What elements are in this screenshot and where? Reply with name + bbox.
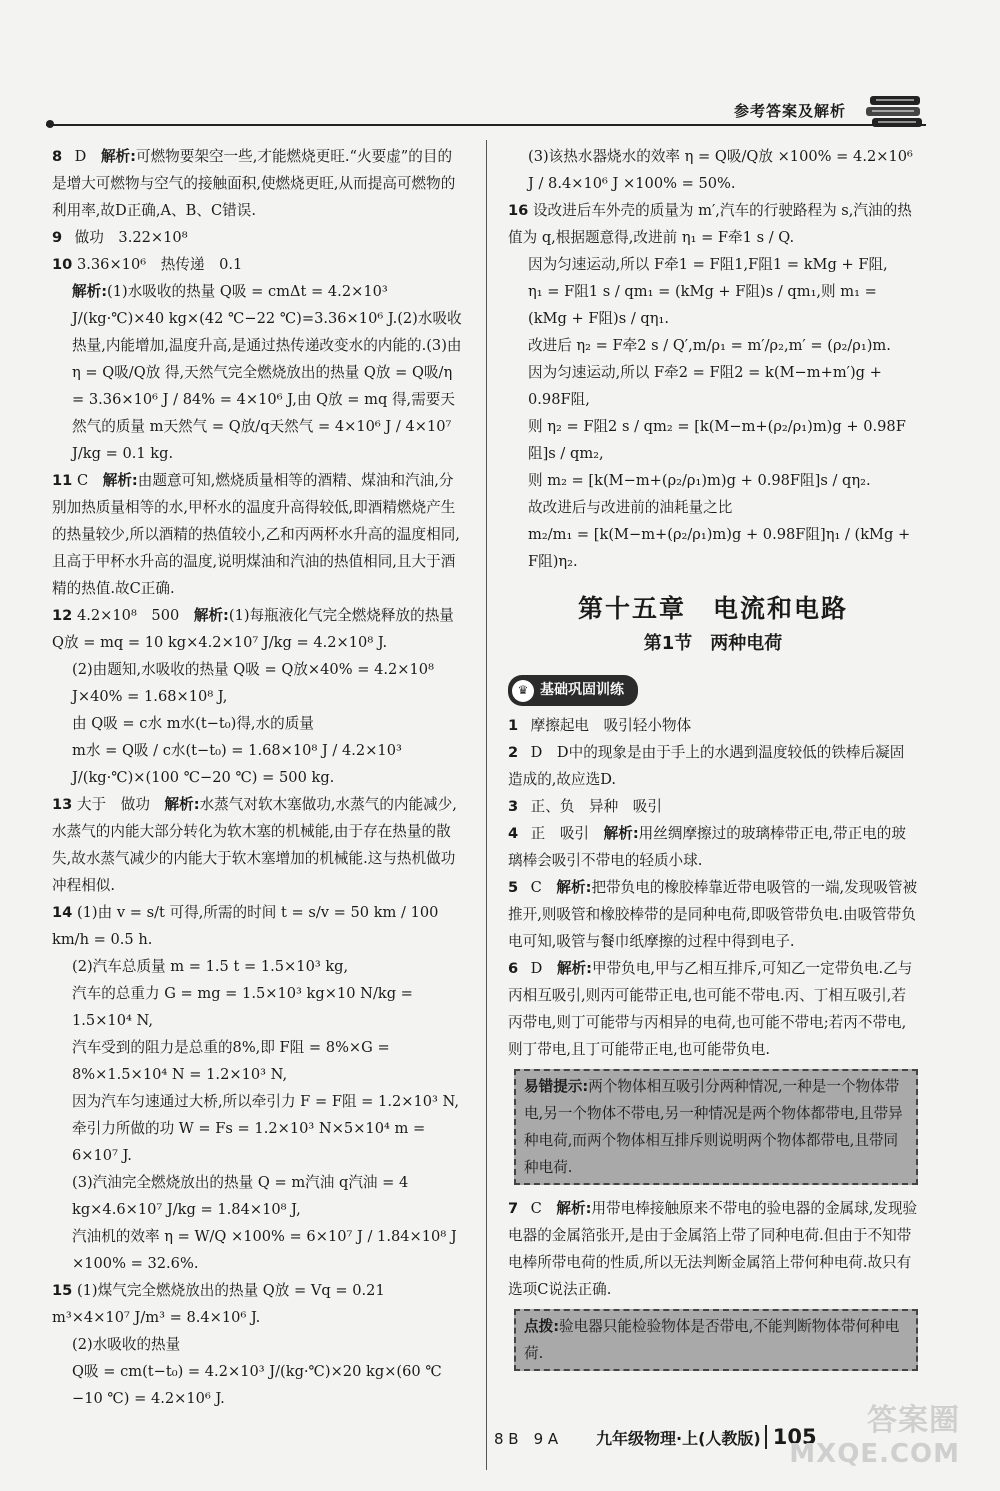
- answer-text: 正 吸引: [530, 825, 604, 842]
- answer-number: 6: [508, 960, 519, 977]
- answer-text: 3.36×10⁶ 热传递 0.1: [76, 256, 243, 273]
- books-icon: [866, 92, 926, 130]
- answer-item: [52, 899, 466, 953]
- analysis-text: 汽车受到的阻力是总重的8%,即 F阻 = 8%×G = 8%×1.5×10⁴ N = 1.2×10³ N,: [72, 1039, 390, 1083]
- training-tag-label: 基础巩固训练: [540, 682, 624, 698]
- answer-number: 4: [508, 825, 519, 842]
- analysis-text: (1)水吸收的热量 Q吸 = cmΔt = 4.2×10³ J/(kg·℃)×40 kg×(42 ℃−22 ℃)=3.36×10⁶ J.(2)水吸收热量,内能增加,温度升高,是通过热传递改变水的内能的.(3)由 η = Q吸/Q放 得,天然气完全燃烧放出的热量 Q放 = Q吸/η = 3.36×10⁶ J / 84% = 4×10⁶ J,由 Q放 = mq 得,需要天然气的质量 m天然气 = Q放/q天然气 = 4×10⁶ J / 4×10⁷ J/kg = 0.1 kg.: [72, 283, 462, 462]
- analysis-text: 甲带负电,甲与乙相互排斥,可知乙一定带负电.乙与丙相互吸引,则丙可能带正电,也可能不带电.丙、丁相互吸引,若丙带电,则丁可能带与丙相异的电荷,也可能不带电;若丙不带电,则丁带电,且丁可能带正电,也可能带负电.: [508, 960, 913, 1058]
- analysis-label: 点拨:: [524, 1318, 560, 1335]
- analysis-text: 可燃物要架空一些,才能燃烧更旺.“火要虚”的目的是增大可燃物与空气的接触面积,使燃烧更旺,从而提高可燃物的利用率,故D正确,A、B、C错误.: [52, 148, 456, 219]
- answer-paragraph: [508, 278, 918, 332]
- right-column: [508, 143, 918, 1381]
- header-rule: [46, 124, 926, 126]
- analysis-text: 汽车的总重力 G = mg = 1.5×10³ kg×10 N/kg = 1.5×10⁴ N,: [72, 985, 413, 1029]
- analysis-text: 水蒸气对软木塞做功,水蒸气的内能减少,水蒸气的内能大部分转化为软木塞的机械能,由于存在热量的散失,故水蒸气减少的内能大于软木塞增加的机械能.这与热机做功冲程相似.: [52, 796, 457, 894]
- analysis-text: 改进后 η₂ = F牵2 s / Q′,m/ρ₁ = m′/ρ₂,m′ = (ρ₂/ρ₁)m.: [528, 337, 891, 354]
- analysis-text: 用带电棒接触原来不带电的验电器的金属球,发现验电器的金属箔张开,是由于金属箔上带了同种电荷.但由于不知带电棒所带电荷的性质,所以无法判断金属箔上带何种电荷.故只有选项C说法正确.: [508, 1200, 918, 1298]
- answer-paragraph: [52, 737, 466, 791]
- answer-item: [508, 820, 918, 874]
- analysis-text: (2)汽车总质量 m = 1.5 t = 1.5×10³ kg,: [72, 958, 349, 975]
- answer-item: [52, 1277, 466, 1331]
- answer-number: 2: [508, 744, 519, 761]
- analysis-text: 因为匀速运动,所以 F牵1 = F阻1,F阻1 = kMg + F阻,: [528, 256, 888, 273]
- analysis-text: (3)该热水器烧水的效率 η = Q吸/Q放 ×100% = 4.2×10⁶ J / 8.4×10⁶ J ×100% = 50%.: [528, 148, 913, 192]
- answer-item: [52, 224, 466, 251]
- answer-paragraph: [508, 467, 918, 494]
- analysis-text: 汽油机的效率 η = W/Q ×100% = 6×10⁷ J / 1.84×10⁸ J ×100% = 32.6%.: [72, 1228, 457, 1272]
- answer-item: [52, 602, 466, 656]
- answer-item: [508, 793, 918, 820]
- answer-paragraph: [52, 1034, 466, 1088]
- analysis-text: (2)由题知,水吸收的热量 Q吸 = Q放×40% = 4.2×10⁸ J×40% = 1.68×10⁸ J,: [72, 661, 434, 705]
- analysis-label: 解析:: [603, 825, 639, 842]
- answer-number: 15: [52, 1282, 73, 1299]
- answer-text: 大于 做功: [76, 796, 165, 813]
- crown-icon: ♛: [512, 680, 534, 702]
- answer-paragraph: [508, 332, 918, 359]
- answer-text: 4.2×10⁸ 500: [76, 607, 194, 624]
- column-divider: [486, 140, 487, 1470]
- answer-item: [52, 143, 466, 224]
- answer-text: (1)由 v = s/t 可得,所需的时间 t = s/v = 50 km / 100 km/h = 0.5 h.: [52, 904, 439, 948]
- analysis-label: 解析:: [556, 1200, 592, 1217]
- page-header: [46, 98, 926, 132]
- answer-paragraph: [52, 1223, 466, 1277]
- answer-text: D: [74, 148, 101, 165]
- analysis-text: Q吸 = cm(t−t₀) = 4.2×10³ J/(kg·℃)×20 kg×(60 ℃−10 ℃) = 4.2×10⁶ J.: [72, 1363, 442, 1407]
- answer-text: 摩擦起电 吸引轻小物体: [530, 717, 692, 734]
- analysis-text: η₁ = F阻1 s / qm₁ = (kMg + F阻)s / qm₁,则 m₁ = (kMg + F阻)s / qη₁.: [528, 283, 877, 327]
- answer-number: 7: [508, 1200, 519, 1217]
- answer-item: [52, 251, 466, 278]
- analysis-text: 把带负电的橡胶棒靠近带电吸管的一端,发现吸管被推开,则吸管和橡胶棒带的是同种电荷,即吸管带负电.由吸管带负电可知,吸管与餐巾纸摩擦的过程中得到电子.: [508, 879, 918, 950]
- analysis-text: 由题意可知,燃烧质量相等的酒精、煤油和汽油,分别加热质量相等的水,甲杯水的温度升高得较低,即酒精燃烧产生的热量较少,所以酒精的热值较小,乙和丙两杯水升高的温度相同,且高于甲杯水升高的温度,说明煤油和汽油的热值相同,且大于酒精的热值.故C正确.: [52, 472, 460, 597]
- right-bottom-answers: [508, 712, 918, 1371]
- analysis-text: 故改进后与改进前的油耗量之比: [528, 499, 733, 516]
- answer-item: [52, 791, 466, 899]
- answer-paragraph: [52, 1088, 466, 1115]
- answer-number: 11: [52, 472, 73, 489]
- answer-number: 10: [52, 256, 73, 273]
- analysis-label: 解析:: [102, 472, 138, 489]
- answer-paragraph: [52, 1358, 466, 1412]
- analysis-label: 解析:: [556, 960, 592, 977]
- analysis-text: 因为汽车匀速通过大桥,所以牵引力 F = F阻 = 1.2×10³ N,: [72, 1093, 460, 1110]
- answer-text: (1)煤气完全燃烧放出的热量 Q放 = Vq = 0.21 m³×4×10⁷ J/m³ = 8.4×10⁶ J.: [52, 1282, 385, 1326]
- answer-text: C: [530, 1200, 557, 1217]
- answer-text: 正、负 异种 吸引: [530, 798, 662, 815]
- answer-number: 12: [52, 607, 73, 624]
- answer-number: 16: [508, 202, 529, 219]
- analysis-text: 因为匀速运动,所以 F牵2 = F阻2 = k(M−m+m′)g + 0.98F阻,: [528, 364, 882, 408]
- section-title: 第1节 两种电荷: [643, 633, 783, 654]
- answer-paragraph: [508, 521, 918, 575]
- answer-text: 设改进后车外壳的质量为 m′,汽车的行驶路程为 s,汽油的热值为 q,根据题意得,改进前 η₁ = F牵1 s / Q.: [508, 202, 912, 246]
- footer-book-title: 九年级物理·上(人教版): [596, 1429, 761, 1448]
- answer-number: 9: [52, 229, 63, 246]
- analysis-label: 解析:: [72, 283, 108, 300]
- training-tag: [508, 675, 638, 706]
- answer-paragraph: [508, 251, 918, 278]
- answer-paragraph: [508, 359, 918, 413]
- answer-item: [508, 739, 918, 793]
- answer-paragraph: [52, 1115, 466, 1169]
- answer-paragraph: [508, 143, 918, 197]
- answer-paragraph: [508, 494, 918, 521]
- answer-item: [508, 197, 918, 251]
- left-column: [52, 143, 466, 1412]
- answer-text: C: [530, 879, 557, 896]
- watermark-url: MXQE.COM: [789, 1439, 960, 1469]
- chapter-title: 第十五章 电流和电路: [577, 594, 848, 623]
- analysis-label: 解析:: [193, 607, 229, 624]
- analysis-label: 易错提示:: [524, 1078, 589, 1095]
- right-top-answers: [508, 143, 918, 575]
- analysis-label: 解析:: [164, 796, 200, 813]
- answer-paragraph: [508, 413, 918, 467]
- bottom-answers: 8 B 9 A: [494, 1430, 559, 1448]
- page-number: 105: [765, 1425, 817, 1449]
- answer-number: 14: [52, 904, 73, 921]
- header-title: 参考答案及解析: [728, 100, 852, 121]
- answer-item: [508, 874, 918, 955]
- watermark: [789, 1395, 960, 1469]
- page-footer: [596, 1425, 817, 1449]
- answer-text: D D中的现象是由于手上的水遇到温度较低的铁棒后凝固造成的,故应选D.: [508, 744, 905, 788]
- answer-number: 3: [508, 798, 519, 815]
- answer-paragraph: [52, 980, 466, 1034]
- answer-paragraph: [52, 278, 466, 467]
- analysis-label: 解析:: [100, 148, 136, 165]
- answer-paragraph: [52, 710, 466, 737]
- answer-number: 13: [52, 796, 73, 813]
- analysis-text: (3)汽油完全燃烧放出的热量 Q = m汽油 q汽油 = 4 kg×4.6×10⁷ J/kg = 1.84×10⁸ J,: [72, 1174, 409, 1218]
- analysis-text: 则 m₂ = [k(M−m+(ρ₂/ρ₁)m)g + 0.98F阻]s / qη₂.: [528, 472, 871, 489]
- answer-number: 1: [508, 717, 519, 734]
- tip-box: [514, 1069, 918, 1185]
- analysis-text: m₂/m₁ = [k(M−m+(ρ₂/ρ₁)m)g + 0.98F阻]η₁ / (kMg + F阻)η₂.: [528, 526, 911, 570]
- answer-item: [508, 1195, 918, 1303]
- analysis-text: (2)水吸收的热量: [72, 1336, 181, 1353]
- watermark-logo: 答案圈: [867, 1403, 960, 1438]
- answer-item: [52, 467, 466, 602]
- analysis-text: 则 η₂ = F阻2 s / qm₂ = [k(M−m+(ρ₂/ρ₁)m)g + 0.98F阻]s / qm₂,: [528, 418, 906, 462]
- answer-item: [508, 955, 918, 1063]
- answer-text: 做功 3.22×10⁸: [74, 229, 188, 246]
- answer-text: C: [76, 472, 103, 489]
- analysis-label: 解析:: [556, 879, 592, 896]
- analysis-text: (1)每瓶液化气完全燃烧释放的热量 Q放 = mq = 10 kg×4.2×10⁷ J/kg = 4.2×10⁸ J.: [52, 607, 454, 651]
- analysis-text: 两个物体相互吸引分两种情况,一种是一个物体带电,另一个物体不带电,另一种情况是两个物体都带电,且带异种电荷,而两个物体相互排斥则说明两个物体都带电,且带同种电荷.: [524, 1078, 903, 1176]
- analysis-text: 牵引力所做的功 W = Fs = 1.2×10³ N×5×10⁴ m = 6×10⁷ J.: [72, 1120, 426, 1164]
- analysis-text: 用丝绸摩擦过的玻璃棒带正电,带正电的玻璃棒会吸引不带电的轻质小球.: [508, 825, 906, 869]
- answer-item: [508, 712, 918, 739]
- answer-text: D: [530, 960, 557, 977]
- tip-box: [514, 1309, 918, 1371]
- answer-paragraph: [52, 1169, 466, 1223]
- answer-paragraph: [52, 656, 466, 710]
- answer-number: 5: [508, 879, 519, 896]
- answer-number: 8: [52, 148, 63, 165]
- answer-paragraph: [52, 1331, 466, 1358]
- analysis-text: m水 = Q吸 / c水(t−t₀) = 1.68×10⁸ J / 4.2×10³ J/(kg·℃)×(100 ℃−20 ℃) = 500 kg.: [72, 742, 402, 786]
- analysis-text: 由 Q吸 = c水 m水(t−t₀)得,水的质量: [72, 715, 314, 732]
- answer-paragraph: [52, 953, 466, 980]
- analysis-text: 验电器只能检验物体是否带电,不能判断物体带何种电荷.: [524, 1318, 900, 1362]
